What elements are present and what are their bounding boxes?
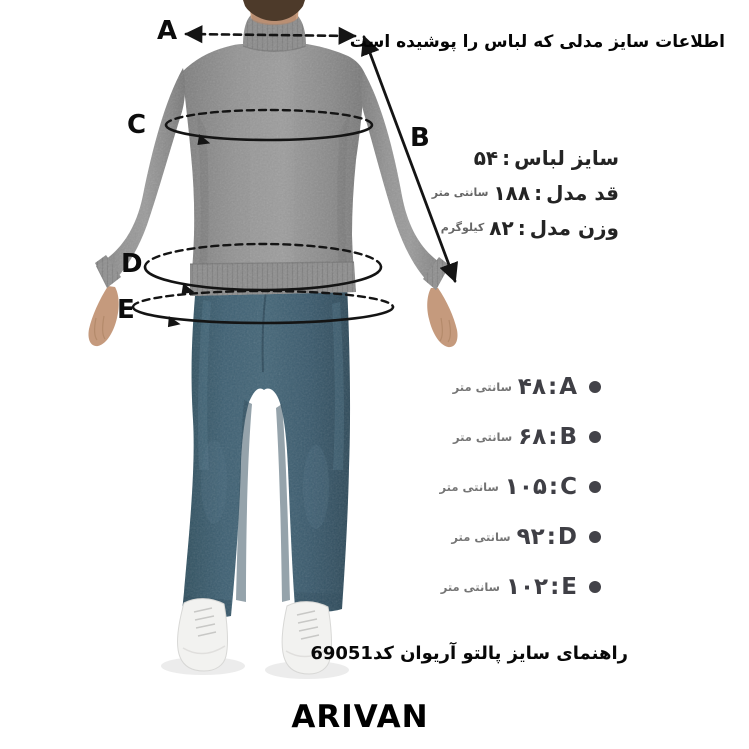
model-info-weight	[359, 210, 619, 245]
bullet-icon	[589, 531, 601, 543]
letter: D	[557, 524, 577, 550]
list-item	[361, 524, 601, 550]
figure-label-a: A	[157, 16, 178, 46]
unit: سانتی متر	[451, 530, 511, 544]
model-info-size	[359, 140, 619, 175]
value: ۱۰۵	[504, 474, 547, 500]
weight-unit: کیلوگرم	[440, 221, 485, 234]
value: ۹۲	[516, 524, 545, 550]
colon: :	[548, 474, 559, 500]
model-info-height	[359, 175, 619, 210]
bullet-icon	[589, 381, 601, 393]
hand-left	[88, 286, 118, 346]
brand-name: ARIVAN	[291, 699, 429, 735]
figure-label-e: E	[117, 295, 135, 325]
list-item	[361, 574, 601, 600]
bullet-icon	[589, 581, 601, 593]
figure-label-c: C	[127, 110, 147, 140]
hand-right	[427, 288, 457, 347]
arrow-a	[186, 34, 355, 36]
size-value: ۵۴	[473, 145, 499, 170]
colon: :	[502, 145, 511, 170]
jeans	[170, 280, 360, 625]
letter: A	[559, 374, 577, 400]
unit: سانتی متر	[452, 380, 512, 394]
value: ۴۸	[517, 374, 546, 400]
page-title: اطلاعات سایز مدلی که لباس را پوشیده است	[349, 32, 725, 52]
colon: :	[534, 180, 543, 205]
size-label: سایز لباس	[514, 145, 619, 170]
letter: E	[561, 574, 577, 600]
value: ۶۸	[518, 424, 547, 450]
sneaker-left	[177, 599, 227, 671]
unit: سانتی متر	[439, 480, 499, 494]
letter: B	[559, 424, 577, 450]
weight-value: ۸۲	[489, 215, 514, 240]
letter: C	[560, 474, 577, 500]
height-value: ۱۸۸	[493, 180, 531, 205]
bullet-icon	[589, 431, 601, 443]
colon: :	[546, 524, 556, 550]
list-item	[361, 374, 601, 400]
value: ۱۰۲	[505, 574, 549, 600]
figure-label-d: D	[121, 249, 143, 279]
unit: سانتی متر	[452, 430, 513, 444]
colon: :	[547, 374, 558, 400]
weight-label: وزن مدل	[529, 215, 619, 240]
colon: :	[550, 574, 560, 600]
list-item	[361, 474, 601, 500]
model-info	[359, 140, 619, 245]
height-unit: سانتی متر	[431, 186, 489, 199]
size-guide-caption: راهنمای سایز پالتو آریوان کد69051	[310, 643, 628, 664]
measurement-list	[361, 374, 601, 624]
list-item	[361, 424, 601, 450]
figure-label-b: B	[410, 123, 430, 153]
colon: :	[548, 424, 558, 450]
bullet-icon	[589, 481, 601, 493]
colon: :	[517, 215, 526, 240]
height-label: قد مدل	[546, 180, 619, 205]
unit: سانتی متر	[440, 580, 500, 594]
